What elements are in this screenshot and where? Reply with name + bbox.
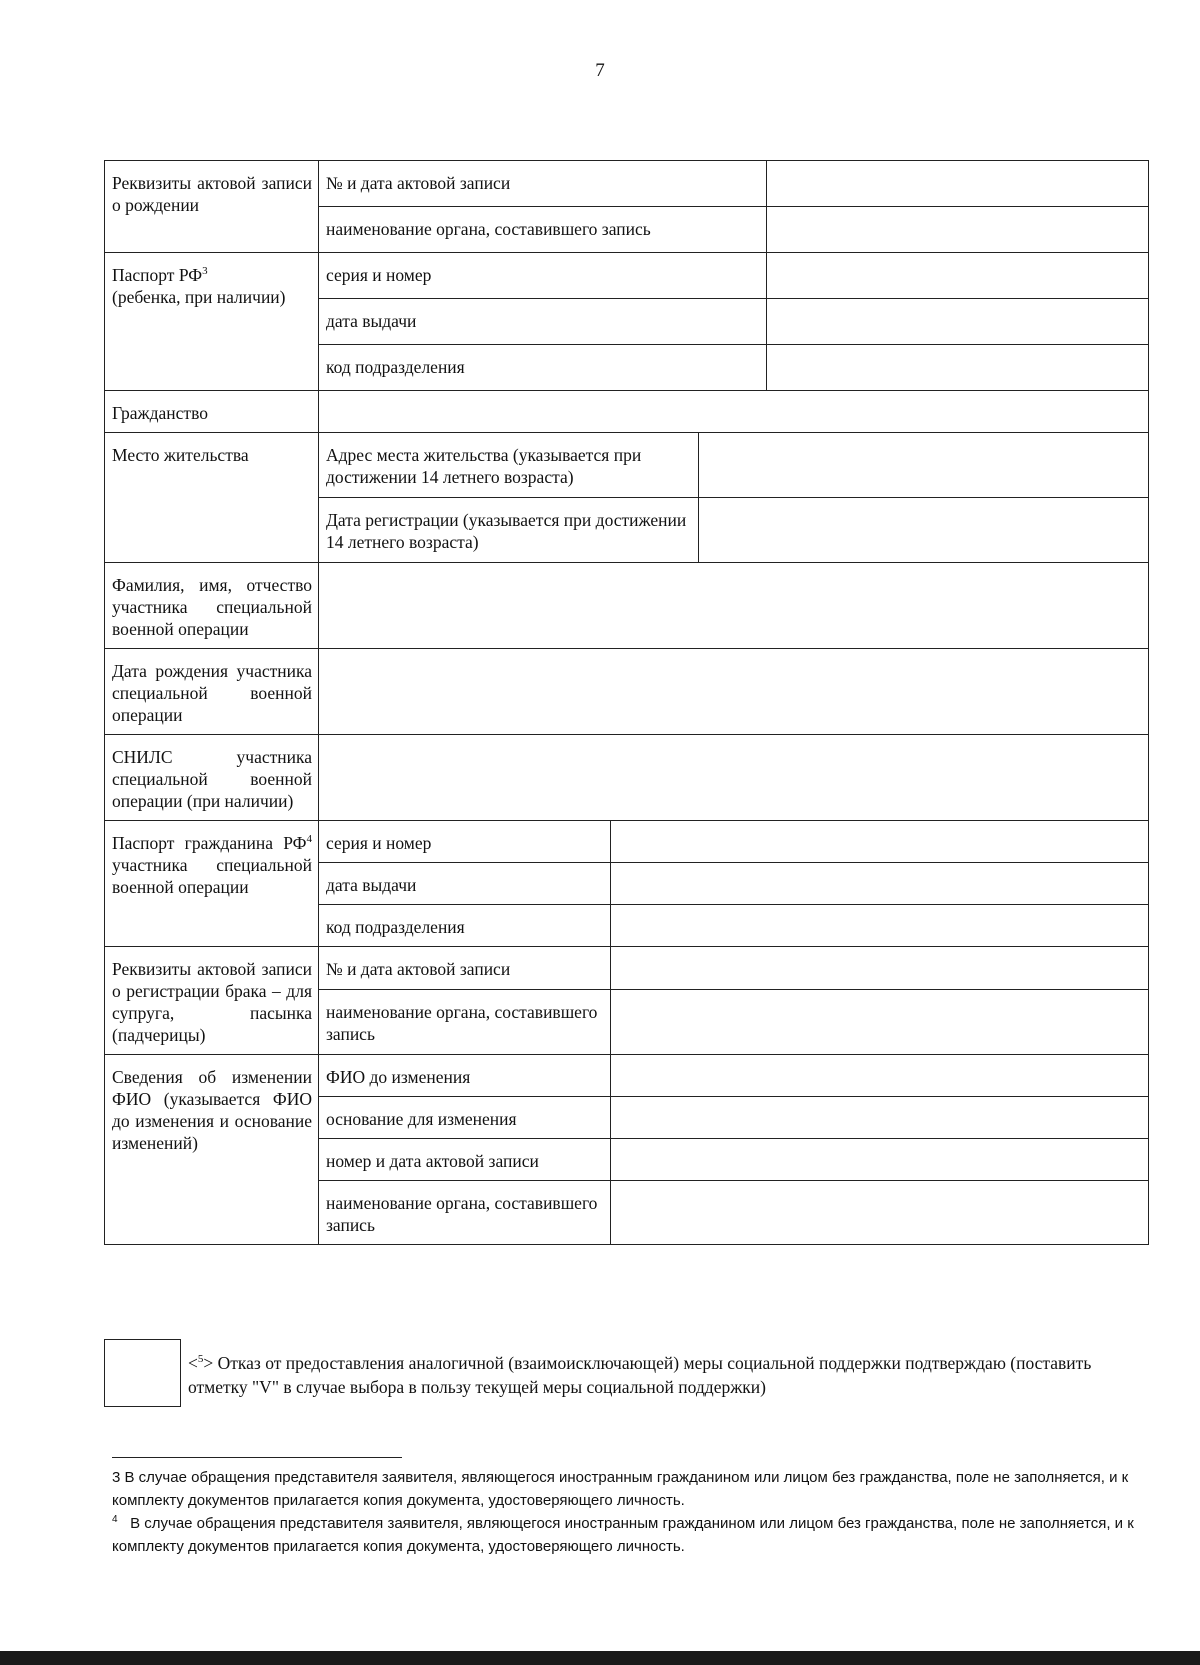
child-passport-series-field[interactable]: [767, 253, 1149, 299]
citizenship-label: Гражданство: [105, 391, 319, 433]
application-form-table: [104, 160, 1149, 1245]
participant-birth-date-label: Дата рождения участника специальной военной операции: [105, 649, 319, 735]
name-change-record-number-label: номер и дата актовой записи: [319, 1139, 611, 1181]
participant-passport-label: [105, 821, 319, 947]
child-passport-note: (ребенка, при наличии): [112, 287, 286, 307]
footnote-ref-5: 5: [197, 1353, 204, 1366]
page-number: 7: [595, 60, 605, 81]
participant-name-label: Фамилия, имя, отчество участника специальной военной операции: [105, 563, 319, 649]
participant-name-field[interactable]: [319, 563, 1149, 649]
marriage-record-number-field[interactable]: [611, 947, 1149, 990]
child-passport-division-code-field[interactable]: [767, 345, 1149, 391]
child-passport-issue-date-field[interactable]: [767, 299, 1149, 345]
participant-snils-field[interactable]: [319, 735, 1149, 821]
footnote-4: [112, 1512, 1152, 1558]
residence-row-1: [105, 433, 1149, 498]
residence-registration-date-label: Дата регистрации (указывается при достижении 14 летнего возраста): [319, 498, 699, 563]
participant-snils-label: СНИЛС участника специальной военной операции (при наличии): [105, 735, 319, 821]
birth-record-number-label: № и дата актовой записи: [319, 161, 767, 207]
residence-label: Место жительства: [105, 433, 319, 563]
footnote-separator: [112, 1457, 402, 1458]
name-change-reason-field[interactable]: [611, 1097, 1149, 1139]
participant-birth-date-field[interactable]: [319, 649, 1149, 735]
participant-passport-division-code-label: код подразделения: [319, 905, 611, 947]
name-change-authority-label: наименование органа, составившего запись: [319, 1181, 611, 1245]
name-change-previous-name-field[interactable]: [611, 1055, 1149, 1097]
marriage-record-row-1: [105, 947, 1149, 990]
residence-registration-date-field[interactable]: [699, 498, 1149, 563]
citizenship-field[interactable]: [319, 391, 1149, 433]
participant-snils-row: [105, 735, 1149, 821]
refusal-consent-prefix: <: [188, 1353, 198, 1373]
name-change-record-number-field[interactable]: [611, 1139, 1149, 1181]
refusal-consent-body: > Отказ от предоставления аналогичной (взаимоисключающей) меры социальной поддержки подтверждаю (поставить отметку "V" в случае выбора в пользу текущей меры социальной поддержки): [188, 1353, 1092, 1397]
participant-passport-series-label: серия и номер: [319, 821, 611, 863]
scan-edge: [0, 1651, 1200, 1665]
footnote-3: 3 В случае обращения представителя заявителя, являющегося иностранным гражданином или лицом без гражданства, поле не заполняется, и к комплекту документов прилагается копия документа, удостоверяющего личность.: [112, 1469, 1129, 1509]
birth-record-authority-label: наименование органа, составившего запись: [319, 207, 767, 253]
birth-record-row-1: [105, 161, 1149, 207]
birth-record-authority-field[interactable]: [767, 207, 1149, 253]
child-passport-issue-date-label: дата выдачи: [319, 299, 767, 345]
participant-passport-issue-date-label: дата выдачи: [319, 863, 611, 905]
marriage-record-number-label: № и дата актовой записи: [319, 947, 611, 990]
child-passport-division-code-label: код подразделения: [319, 345, 767, 391]
participant-passport-issue-date-field[interactable]: [611, 863, 1149, 905]
child-passport-series-label: серия и номер: [319, 253, 767, 299]
marriage-record-authority-label: наименование органа, составившего запись: [319, 989, 611, 1054]
participant-name-row: [105, 563, 1149, 649]
marriage-record-label: Реквизиты актовой записи о регистрации брака – для супруга, пасынка (падчерицы): [105, 947, 319, 1055]
footnote-4-marker: 4: [112, 1514, 118, 1525]
child-passport-row-1: [105, 253, 1149, 299]
birth-record-number-field[interactable]: [767, 161, 1149, 207]
footnote-4-text: В случае обращения представителя заявителя, являющегося иностранным гражданином или лицом без гражданства, поле не заполняется, и к комплекту документов прилагается копия документа, удостоверяющего личность.: [112, 1515, 1134, 1555]
footnote-ref-4: 4: [306, 833, 312, 846]
name-change-previous-name-label: ФИО до изменения: [319, 1055, 611, 1097]
residence-address-label: Адрес места жительства (указывается при достижении 14 летнего возраста): [319, 433, 699, 498]
name-change-label: Сведения об изменении ФИО (указывается ФИО до изменения и основание изменений): [105, 1055, 319, 1245]
child-passport-title: Паспорт РФ: [112, 265, 203, 285]
participant-passport-division-code-field[interactable]: [611, 905, 1149, 947]
participant-birth-date-row: [105, 649, 1149, 735]
name-change-reason-label: основание для изменения: [319, 1097, 611, 1139]
name-change-authority-field[interactable]: [611, 1181, 1149, 1245]
refusal-consent-checkbox[interactable]: [104, 1339, 181, 1407]
marriage-record-authority-field[interactable]: [611, 989, 1149, 1054]
participant-passport-row-1: [105, 821, 1149, 863]
child-passport-label: [105, 253, 319, 391]
footnote-ref-3: 3: [202, 265, 208, 278]
citizenship-row: [105, 391, 1149, 433]
refusal-consent-text: [188, 1351, 1148, 1399]
name-change-row-1: [105, 1055, 1149, 1097]
participant-passport-title-rest: участника специальной военной операции: [112, 855, 312, 897]
residence-address-field[interactable]: [699, 433, 1149, 498]
participant-passport-series-field[interactable]: [611, 821, 1149, 863]
footnotes: [112, 1466, 1152, 1558]
birth-record-label: Реквизиты актовой записи о рождении: [105, 161, 319, 253]
participant-passport-title: Паспорт гражданина РФ: [112, 833, 307, 853]
